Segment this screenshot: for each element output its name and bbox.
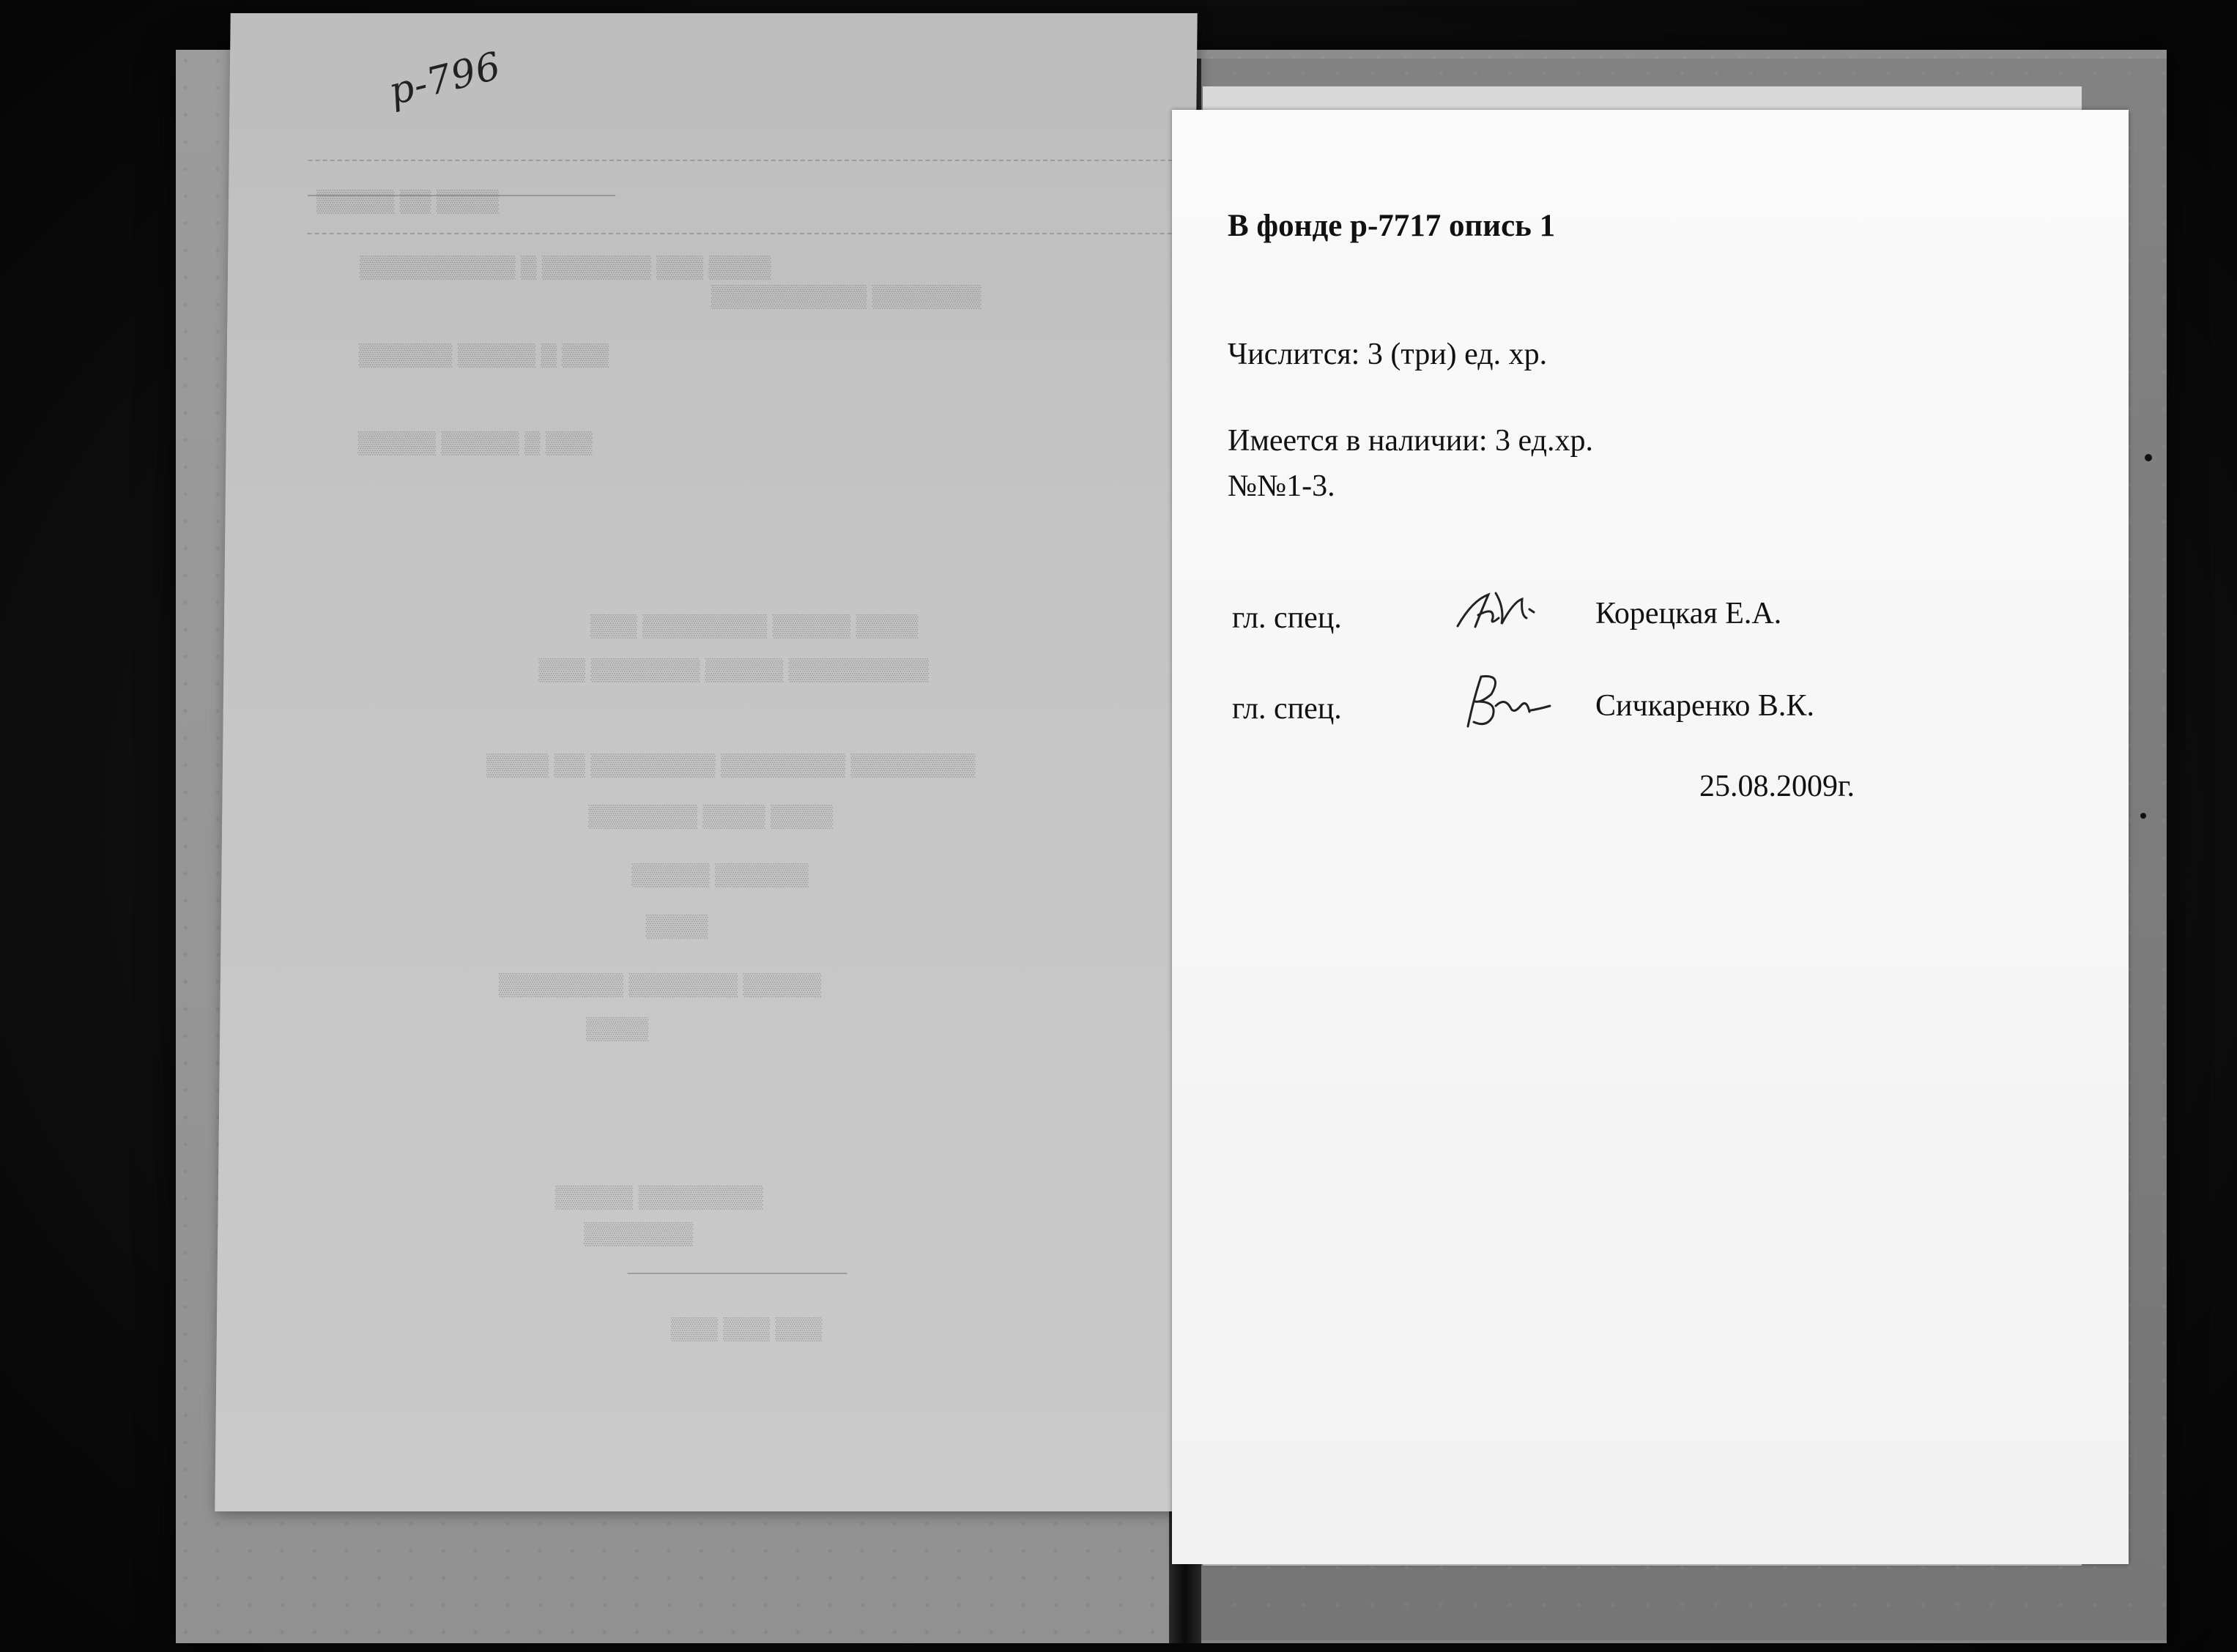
ghost-rule xyxy=(308,160,1173,161)
present-units: Имеется в наличии: 3 ед.хр. xyxy=(1228,424,1593,458)
ghost-text: ▒▒▒▒ xyxy=(586,1016,649,1041)
ghost-text: ▒▒▒▒▒▒ ▒▒▒▒▒ xyxy=(631,863,809,887)
ghost-text: ▒▒▒▒▒▒▒▒▒ ▒▒▒▒▒ ▒▒▒▒▒▒▒ ▒▒▒ xyxy=(538,658,930,682)
ghost-text: ▒▒▒▒▒▒▒ ▒▒▒▒▒▒▒▒▒▒ xyxy=(711,284,982,308)
signatory-role: гл. спец. xyxy=(1232,601,1342,635)
document-date: 25.08.2009г. xyxy=(1699,770,1855,803)
ghost-text: ▒▒▒▒▒ ▒▒▒▒▒▒▒ ▒▒▒▒▒▒▒▒ xyxy=(498,972,822,997)
ghost-text: ▒▒▒▒ xyxy=(645,914,708,938)
signatory-name: Сичкаренко В.К. xyxy=(1595,689,1814,723)
ghost-text: ▒▒▒ ▒▒▒ ▒▒▒ xyxy=(670,1317,823,1341)
ghost-text: ▒▒▒▒▒▒▒ xyxy=(584,1221,694,1246)
ghost-text: ▒▒▒▒ ▒▒▒▒▒ ▒▒▒▒▒▒▒▒ ▒▒▒ xyxy=(590,614,919,638)
fund-heading: В фонде р-7717 опись 1 xyxy=(1228,209,1556,243)
signatory-name: Корецкая Е.А. xyxy=(1595,597,1782,630)
left-page xyxy=(215,13,1197,1511)
right-page xyxy=(1172,110,2129,1564)
counted-units: Числится: 3 (три) ед. хр. xyxy=(1228,338,1548,371)
ghost-text: ▒▒▒▒ ▒▒ ▒▒▒▒▒ xyxy=(316,189,500,213)
dust-speck xyxy=(2145,454,2152,461)
unit-numbers: №№1-3. xyxy=(1228,469,1335,503)
ghost-rule xyxy=(308,233,1172,234)
ghost-rule xyxy=(628,1273,847,1274)
dust-speck xyxy=(2140,813,2146,819)
ghost-text: ▒▒▒▒▒▒▒▒ ▒▒▒▒▒▒▒▒ ▒▒▒▒▒▒▒▒ ▒▒ ▒▒▒▒ xyxy=(486,753,976,777)
signatory-role: гл. спец. xyxy=(1232,692,1342,726)
handwritten-signature xyxy=(1459,669,1569,735)
ghost-text: ▒▒▒▒ ▒▒▒ ▒▒▒▒▒▒▒ ▒ ▒▒▒▒▒▒▒▒▒▒ xyxy=(359,255,771,279)
ghost-text: ▒▒▒ ▒ ▒▒▒▒▒ ▒▒▒▒▒▒ xyxy=(358,343,609,367)
handwritten-signature xyxy=(1450,586,1560,637)
ghost-text: ▒▒▒▒▒▒▒▒ ▒▒▒▒▒ xyxy=(554,1185,763,1209)
archive-handwritten-mark: р-796 xyxy=(385,44,506,114)
ghost-text: ▒▒▒▒ ▒▒▒▒ ▒▒▒▒▒▒▒ xyxy=(588,804,834,828)
ghost-text: ▒▒▒ ▒ ▒▒▒▒▒ ▒▒▒▒▒ xyxy=(357,431,593,455)
